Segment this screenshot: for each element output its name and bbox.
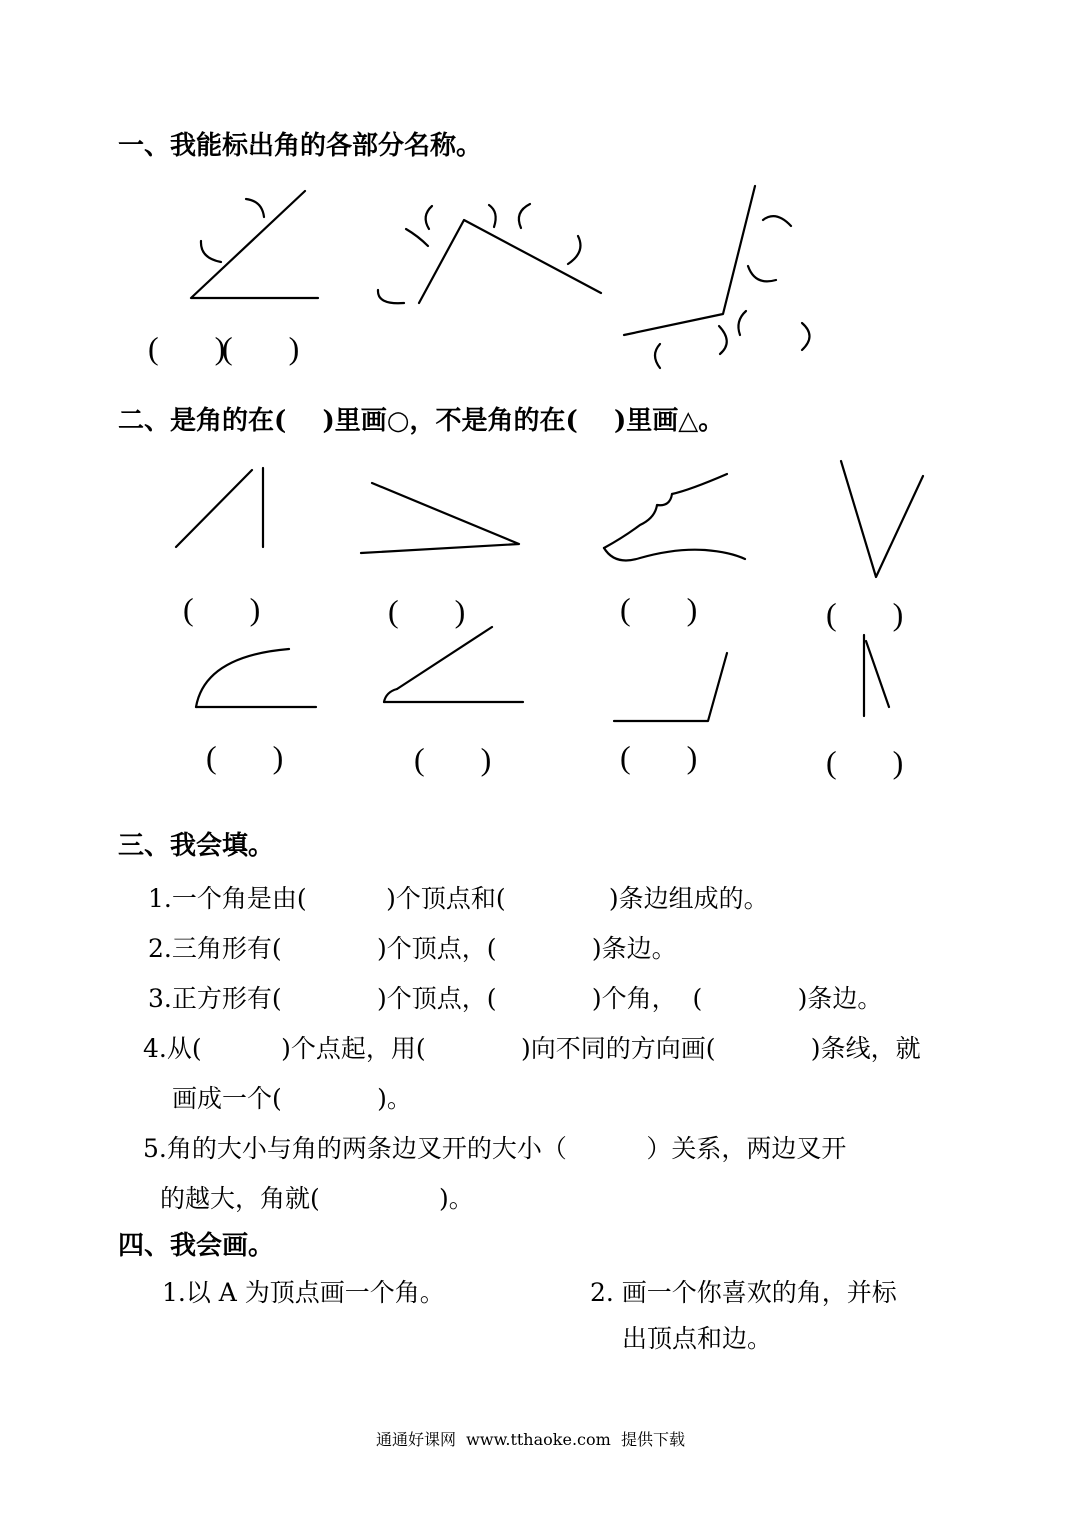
- s2-r1-figure-4: [841, 461, 923, 577]
- s1-figure-2-angle: [378, 204, 601, 303]
- s2-r1-figure-1: [176, 468, 263, 547]
- s3-question-5-line1: 5.角的大小与角的两条边叉开的大小（ ）关系，两边叉开: [143, 1134, 847, 1163]
- s2-r1-blank-3: ( ): [620, 591, 698, 627]
- s1-fig1-blank-b: ( ): [222, 330, 300, 366]
- s1-figure-3-angle: [624, 186, 810, 368]
- s3-question-4-line2: 画成一个( )。: [172, 1084, 412, 1113]
- s3-question-1: 1.一个角是由( )个顶点和( )条边组成的。: [148, 884, 769, 913]
- s4-question-2-line2: 出顶点和边。: [622, 1324, 773, 1353]
- s2-r2-blank-1: ( ): [206, 739, 284, 775]
- s2-r1-blank-2: ( ): [388, 593, 466, 629]
- section-1-title: 一、我能标出角的各部分名称。: [118, 131, 483, 161]
- s4-question-1: 1.以 A 为顶点画一个角。: [162, 1278, 445, 1307]
- section-4-title: 四、我会画。: [118, 1231, 275, 1261]
- s2-r2-figure-3: [614, 653, 727, 721]
- s1-figure-1-angle: [191, 191, 318, 298]
- s2-r2-figure-2: [384, 627, 523, 702]
- s3-question-3: 3.正方形有( )个顶点，( )个角， ( )条边。: [148, 984, 883, 1013]
- s2-r2-figure-4: [864, 635, 889, 716]
- s4-question-2-line1: 2. 画一个你喜欢的角，并标: [590, 1278, 897, 1307]
- s2-r2-blank-3: ( ): [620, 739, 698, 775]
- s2-r1-blank-1: ( ): [183, 591, 261, 627]
- s3-question-2: 2.三角形有( )个顶点，( )条边。: [148, 934, 677, 963]
- footer-credit: 通通好课网 www.tthaoke.com 提供下载: [376, 1430, 685, 1449]
- section-3-title: 三、我会填。: [118, 831, 275, 861]
- s2-r2-blank-2: ( ): [414, 741, 492, 777]
- s1-fig1-blank-a: ( ): [148, 330, 226, 366]
- s3-question-4-line1: 4.从( )个点起，用( )向不同的方向画( )条线，就: [143, 1034, 921, 1063]
- s3-question-5-line2: 的越大，角就( )。: [160, 1184, 474, 1213]
- s2-r1-figure-2: [361, 483, 519, 553]
- section-2-title: 二、是角的在( )里画○，不是角的在( )里画△。: [118, 406, 725, 436]
- s2-r2-blank-4: ( ): [826, 744, 904, 780]
- s2-r2-figure-1: [196, 649, 316, 707]
- s2-r1-figure-3: [604, 474, 745, 560]
- s2-r1-blank-4: ( ): [826, 596, 904, 632]
